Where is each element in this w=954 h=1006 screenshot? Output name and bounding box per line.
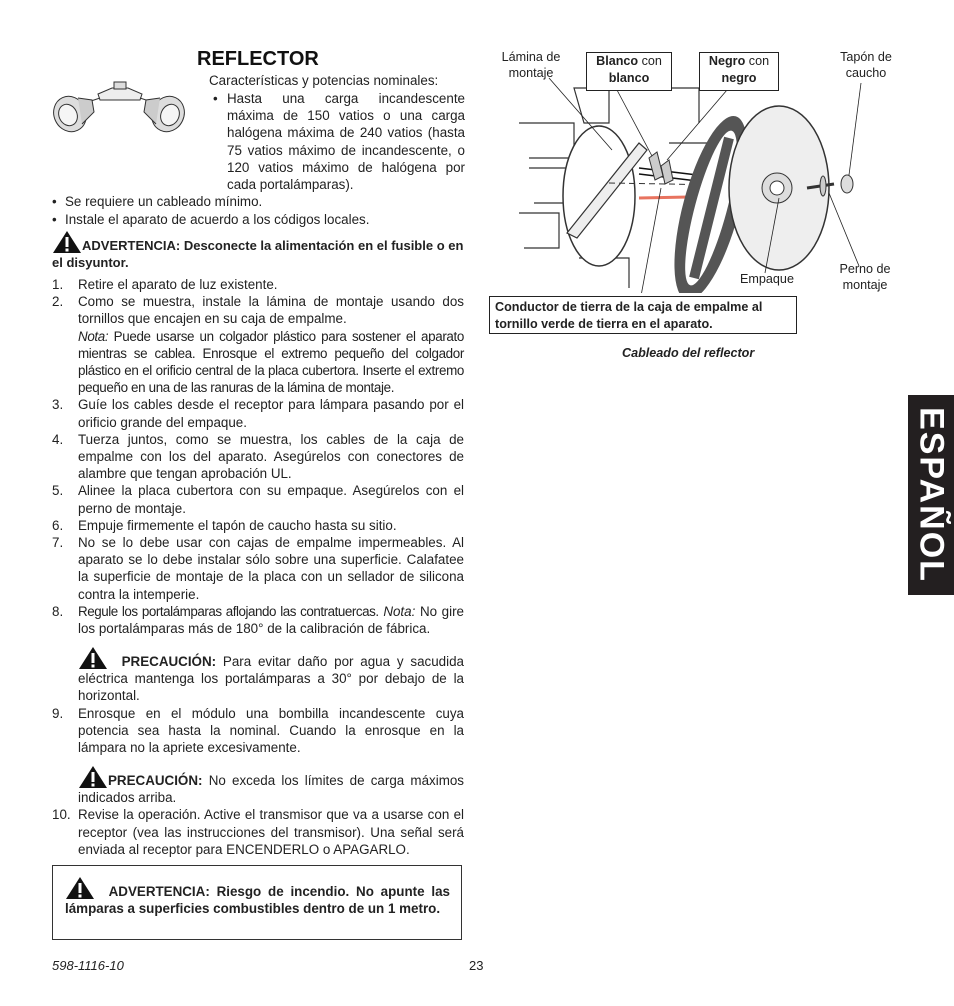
language-tab-label: ESPAÑOL: [912, 407, 951, 583]
label-text: con: [638, 54, 662, 68]
step-text: Alinee la placa cubertora con su empaque. Asegúrelos con el perno de montaje.: [78, 483, 464, 516]
label-black-wires: [699, 52, 779, 91]
features-intro: Características y potencias nominales:: [209, 73, 439, 88]
step-number: 8.: [52, 603, 64, 619]
warning-disconnect: [52, 230, 464, 271]
step-3: [52, 396, 464, 430]
warning-icon: [78, 646, 108, 670]
step-9: [52, 705, 464, 757]
caution-text: Para evitar daño por agua y sacudida eléctrica mantenga los portalámparas a 30° por debajo de la horizontal.: [78, 654, 464, 704]
bullet-dot: •: [213, 91, 218, 106]
warning-icon: [52, 230, 82, 254]
step-text: Tuerza juntos, como se muestra, los cables de la caja de empalme con los del aparato. Asegúrelos con conectores de alambre que tengan aprobación UL.: [78, 431, 464, 482]
step-number: 6.: [52, 517, 64, 533]
label-rubber-plug: Tapón de caucho: [840, 50, 892, 80]
rubber-plug: [841, 175, 853, 193]
step-4: [52, 431, 464, 483]
label-text: con: [745, 54, 770, 68]
step-number: 2.: [52, 294, 64, 310]
caution-label: PRECAUCIÓN:: [108, 773, 203, 789]
caution-water: [52, 646, 464, 704]
features-bullet: [213, 90, 465, 193]
step-text: Revise la operación. Active el transmisor que va a usarse con el receptor (vea las instrucciones del transmisor). Una señal será enviada al receptor para ENCENDERLO o APAGARLO.: [78, 807, 464, 857]
caution-text: No exceda los límites de carga máximos indicados arriba.: [78, 773, 464, 806]
bullet-dot: •: [52, 212, 57, 227]
diagram-caption: Cableado del reflector: [622, 346, 755, 360]
list-item-text: Instale el aparato de acuerdo a los códigos locales.: [65, 212, 370, 227]
step-text: Guíe los cables desde el receptor para lámpara pasando por el orificio grande del empaque.: [78, 397, 464, 430]
step-1: [52, 276, 464, 293]
list-item-text: Se requiere un cableado mínimo.: [65, 194, 263, 209]
wire-nut: [661, 160, 673, 184]
warning-icon: [65, 876, 95, 900]
caution-label: PRECAUCIÓN:: [121, 654, 217, 670]
label-bold: negro: [721, 71, 757, 85]
step-number: 5.: [52, 483, 64, 499]
bullet-dot: •: [52, 194, 57, 209]
step-text: No se lo debe usar con cajas de empalme impermeables. Al aparato se lo debe instalar sólo sobre una superficie. Calafatee la superficie de montaje de la placa con un sellador de silicona contra la intemperie.: [78, 535, 464, 602]
label-mounting-bolt: Perno de montaje: [839, 262, 891, 292]
step-text: Como se muestra, instale la lámina de montaje usando dos tornillos que encajen en su caja de empalme.: [78, 294, 464, 327]
page-title: REFLECTOR: [197, 48, 319, 70]
label-bold: Negro: [708, 54, 746, 68]
step-text: Enrosque en el módulo una bombilla incandescente cuya potencia sea hasta la nominal. Cuando la enrosque en la lámpara no la apriete excesivamente.: [78, 705, 464, 756]
label-ground-conductor: Conductor de tierra de la caja de empalme al tornillo verde de tierra en el aparato.: [489, 296, 797, 334]
step-7: [52, 534, 464, 603]
page-number: 23: [469, 958, 484, 973]
step-number: 10.: [52, 807, 71, 823]
features-bullet-text: Hasta una carga incandescente máxima de 150 vatios o una carga halógena máxima de 240 vatios (hasta 75 vatios máximo de incandescente, o 120 vatios máximo de halógena por cada portalámparas).: [227, 91, 465, 193]
document-number: 598-1116-10: [52, 958, 124, 973]
warning-text: ADVERTENCIA: Desconecte la alimentación en el fusible o en el disyuntor.: [52, 237, 464, 270]
note-label: Nota:: [378, 603, 416, 619]
flood-lamp-illustration: [48, 76, 190, 138]
label-mounting-plate: Lámina de montaje: [501, 50, 561, 80]
note-text: No gire los portalámparas más de 180° de la calibración de fábrica.: [78, 603, 465, 637]
step-text: Retire el aparato de luz existente.: [78, 277, 278, 292]
instruction-steps: [52, 276, 464, 858]
step-text: Empuje firmemente el tapón de caucho hasta su sitio.: [78, 517, 397, 533]
step-number: 9.: [52, 705, 64, 721]
caution-load: [52, 765, 464, 806]
step-10: [52, 806, 464, 858]
fire-warning: [65, 876, 450, 917]
step-number: 3.: [52, 397, 64, 413]
note-label: Nota:: [78, 328, 109, 344]
step-8: [52, 603, 464, 637]
step-text: Regule los portalámparas aflojando las contratuercas.: [78, 603, 379, 619]
label-bold: Blanco: [596, 54, 639, 68]
step-2: [52, 293, 464, 396]
step-number: 1.: [52, 277, 64, 292]
label-gasket: Empaque: [740, 272, 794, 286]
label-bold: blanco: [608, 71, 650, 85]
step-number: 7.: [52, 535, 64, 551]
note-text: Puede usarse un colgador plástico para sostener el aparato mientras se cablea. Enrosque el extremo pequeño del colgador plástico en el orificio central de la placa cubertora. Inserte el extremo pequeño en una de las ranuras de la lámina de montaje.: [78, 328, 464, 396]
step-number: 4.: [52, 431, 64, 447]
list-item: [52, 211, 472, 228]
warning-icon: [78, 765, 108, 789]
step-6: [52, 517, 464, 534]
step-5: [52, 482, 464, 516]
fire-warning-text: ADVERTENCIA: Riesgo de incendio. No apunte las lámparas a superficies combustibles dentro de un 1 metro.: [65, 883, 450, 916]
fire-warning-box: [52, 865, 462, 940]
list-item: [52, 193, 472, 210]
language-tab: [908, 395, 954, 595]
label-white-wires: [586, 52, 672, 91]
